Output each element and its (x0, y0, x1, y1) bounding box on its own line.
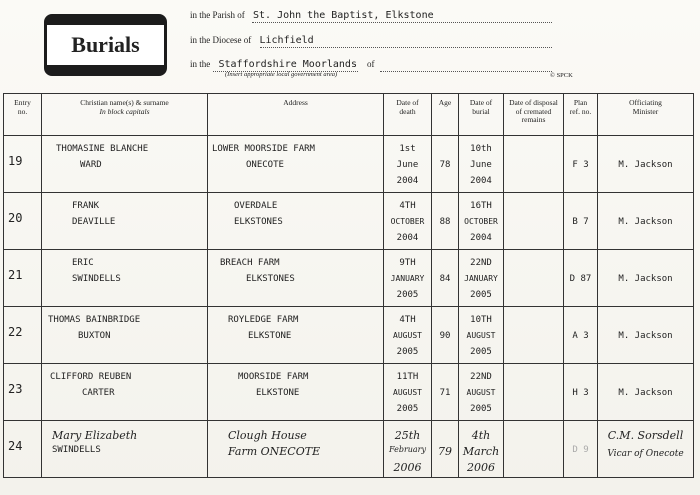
burial-year: 2004 (470, 233, 492, 243)
name-line-1: Mary Elizabeth (52, 429, 138, 442)
title-band-top (47, 17, 164, 25)
entry-number: 24 (8, 439, 23, 453)
name-line-2: SWINDELLS (72, 274, 121, 284)
address-line-2: ELKSTONE (248, 331, 292, 341)
death-year: 2006 (393, 461, 422, 474)
local-govt-line (190, 59, 357, 70)
diocese-rule (260, 47, 552, 48)
age: 79 (438, 445, 452, 458)
diocese-value: Lichfield (259, 35, 314, 46)
col-header-plan-ref: Plan ref. no. (564, 94, 598, 136)
burial-day: 4th (471, 429, 491, 442)
plan-ref: F 3 (572, 160, 589, 170)
minister-signature: C.M. Sorsdell (607, 429, 684, 442)
table-row (4, 136, 694, 193)
cremated-remains-cell (504, 421, 564, 478)
burial-month: AUGUST (466, 388, 496, 397)
parish-rule (252, 22, 552, 23)
address-line-1: OVERDALE (234, 201, 278, 211)
minister: M. Jackson (618, 274, 673, 284)
plan-ref: H 3 (572, 388, 589, 398)
page-title: Burials (71, 32, 140, 57)
burials-register-table (3, 93, 694, 478)
burial-year: 2005 (470, 404, 492, 414)
burial-year: 2006 (467, 461, 495, 474)
address-line-2: ELKSTONES (234, 217, 283, 227)
plan-ref: D 9 (572, 445, 589, 455)
burial-day: 10TH (470, 315, 492, 325)
death-month: OCTOBER (390, 217, 425, 226)
address-line-2: Farm ONECOTE (228, 445, 321, 458)
name-line-1: THOMASINE BLANCHE (56, 144, 149, 154)
burial-day: 22ND (470, 258, 492, 268)
of-rule (380, 71, 552, 72)
col-header-minister: Officiating Minister (598, 94, 694, 136)
death-month: AUGUST (393, 388, 422, 397)
age: 78 (439, 160, 451, 170)
death-month: June (396, 160, 419, 170)
burial-month: AUGUST (466, 331, 496, 340)
burials-title-box (44, 14, 167, 76)
plan-ref: D 87 (569, 274, 592, 284)
death-month: JANUARY (390, 274, 425, 283)
death-day: 4TH (399, 201, 416, 211)
death-month: February (388, 445, 427, 454)
death-year: 2004 (396, 233, 419, 243)
death-year: 2005 (396, 347, 419, 357)
col-header-name: Christian name(s) & surname In block capitals (42, 94, 208, 136)
burial-year: 2004 (470, 176, 492, 186)
title-band-bottom (47, 65, 164, 73)
table-row (4, 364, 694, 421)
parish-label: in the Parish of (190, 10, 245, 20)
burial-day: 10th (470, 144, 492, 154)
burial-month: March (462, 445, 500, 458)
name-line-2: WARD (80, 160, 102, 170)
plan-ref: A 3 (572, 331, 589, 341)
table-row (4, 421, 694, 478)
of-label: of (367, 59, 375, 69)
minister: M. Jackson (618, 217, 673, 227)
diocese-line (190, 35, 314, 46)
death-month: AUGUST (393, 331, 422, 340)
minister: M. Jackson (618, 160, 673, 170)
name-line-1: ERIC (72, 258, 94, 268)
burial-month: JANUARY (464, 274, 498, 283)
col-header-entry: Entry no. (4, 94, 42, 136)
cremated-remains-cell (504, 307, 564, 364)
address-line-2: ELKSTONES (246, 274, 295, 284)
col-header-death-date: Date of death (384, 94, 432, 136)
parish-line (190, 10, 434, 21)
cremated-remains-cell (504, 364, 564, 421)
table-header-row (4, 94, 694, 136)
name-line-1: FRANK (72, 201, 100, 211)
death-day: 11TH (396, 372, 419, 382)
name-line-2: DEAVILLE (72, 217, 116, 227)
name-line-2: CARTER (82, 388, 115, 398)
name-line-1: THOMAS BAINBRIDGE (48, 315, 141, 325)
local-govt-value: Staffordshire Moorlands (218, 59, 357, 70)
death-year: 2005 (396, 404, 419, 414)
entry-number: 23 (8, 382, 23, 396)
entry-number: 19 (8, 154, 23, 168)
burial-month: OCTOBER (464, 217, 498, 226)
death-day: 9TH (399, 258, 416, 268)
entry-number: 22 (8, 325, 23, 339)
table-row (4, 250, 694, 307)
entry-number: 20 (8, 211, 23, 225)
address-line-1: MOORSIDE FARM (238, 372, 309, 382)
in-the-label: in the (190, 59, 211, 69)
age: 88 (439, 217, 451, 227)
col-header-age: Age (432, 94, 459, 136)
cremated-remains-cell (504, 136, 564, 193)
age: 90 (439, 331, 451, 341)
address-line-1: BREACH FARM (220, 258, 280, 268)
col-header-address: Address (208, 94, 384, 136)
age: 84 (439, 274, 451, 284)
burial-year: 2005 (470, 290, 492, 300)
death-year: 2004 (396, 176, 419, 186)
table-row (4, 307, 694, 364)
address-line-1: ROYLEDGE FARM (228, 315, 299, 325)
minister: M. Jackson (618, 331, 673, 341)
age: 71 (439, 388, 451, 398)
address-line-2: ONECOTE (246, 160, 284, 170)
col-header-burial-date: Date of burial (459, 94, 504, 136)
address-line-1: Clough House (228, 429, 307, 442)
parish-value: St. John the Baptist, Elkstone (253, 10, 434, 21)
entry-number: 21 (8, 268, 23, 282)
death-day: 4TH (399, 315, 416, 325)
death-day: 1st (399, 144, 416, 154)
name-line-2: SWINDELLS (52, 445, 101, 455)
local-govt-note: (Insert appropriate local government area) (225, 71, 338, 78)
death-day: 25th (394, 429, 421, 442)
table-row (4, 193, 694, 250)
burial-month: June (470, 160, 492, 170)
minister: M. Jackson (618, 388, 673, 398)
death-year: 2005 (396, 290, 419, 300)
name-line-1: CLIFFORD REUBEN (50, 372, 132, 382)
diocese-label: in the Diocese of (190, 35, 252, 45)
cremated-remains-cell (504, 193, 564, 250)
name-line-2: BUXTON (78, 331, 111, 341)
burial-day: 22ND (470, 372, 492, 382)
burial-day: 16TH (470, 201, 492, 211)
address-line-2: ELKSTONE (256, 388, 300, 398)
cremated-remains-cell (504, 250, 564, 307)
address-line-1: LOWER MOORSIDE FARM (212, 144, 315, 154)
col-header-cremated-remains: Date of disposal of cremated remains (504, 94, 564, 136)
plan-ref: B 7 (572, 217, 589, 227)
publisher-mark: © SPCK (550, 72, 573, 79)
minister-title: Vicar of Onecote (607, 449, 684, 459)
burial-year: 2005 (470, 347, 492, 357)
